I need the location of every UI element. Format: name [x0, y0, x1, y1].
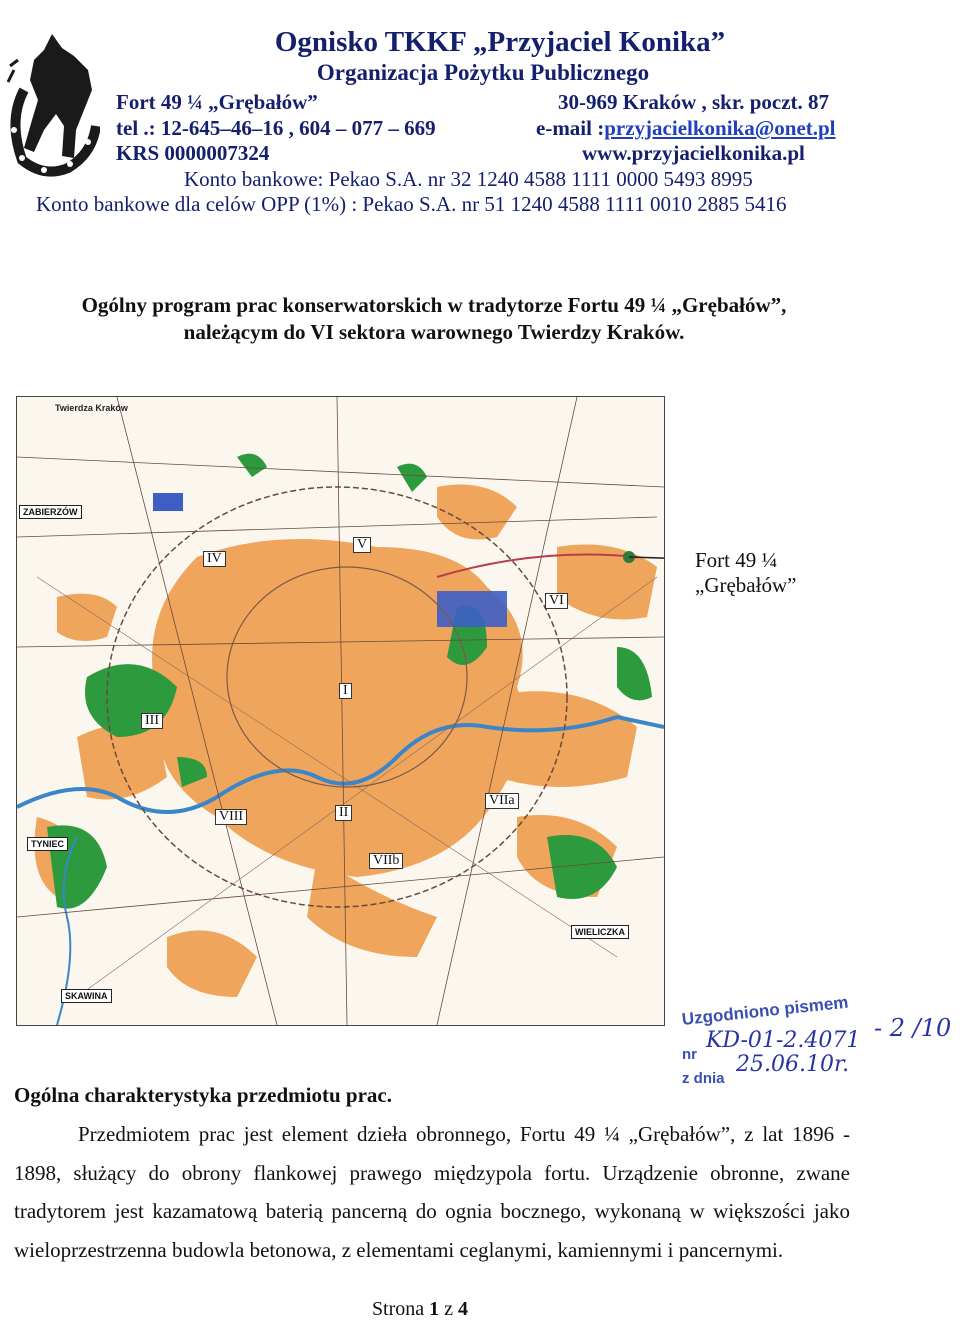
sector-v: V	[353, 537, 371, 553]
sector-vi: VI	[545, 593, 568, 609]
fortress-map	[16, 396, 665, 1026]
address-left: Fort 49 ¼ „Grębałów”	[116, 90, 318, 114]
stamp-number-label: nr	[682, 1046, 697, 1063]
fort-annotation-line-1: Fort 49 ¼	[695, 548, 778, 572]
org-subtitle: Organizacja Pożytku Publicznego	[316, 60, 650, 85]
section-title: Ogólna charakterystyka przedmiotu prac.	[14, 1083, 392, 1107]
address-right: 30-969 Kraków , skr. poczt. 87	[558, 90, 830, 114]
bank-account-2: Konto bankowe dla celów OPP (1%) : Pekao S.A. nr 51 1240 4588 1111 0010 2885 5416	[36, 192, 787, 216]
document-heading	[0, 292, 868, 346]
org-name: Ognisko TKKF „Przyjaciel Konika”	[274, 26, 726, 58]
stamp-date-label: z dnia	[682, 1070, 725, 1087]
place-skawina: SKAWINA	[61, 989, 112, 1003]
sector-ii: II	[335, 805, 352, 821]
footer-prefix: Strona	[371, 1298, 425, 1320]
footer-sep: z	[444, 1298, 454, 1320]
stamp-date-value: 25.06.10r.	[736, 1052, 850, 1077]
place-tyniec: TYNIEC	[27, 837, 68, 851]
phone: tel .: 12-645–46–16 , 604 – 077 – 669	[116, 116, 436, 140]
sector-viii: VIII	[215, 809, 247, 825]
map-title: Twierdza Kraków	[55, 403, 128, 413]
page-footer	[0, 1298, 840, 1321]
footer-total: 4	[458, 1298, 469, 1320]
place-zabierzow: ZABIERZÓW	[19, 505, 82, 519]
fort-annotation	[695, 548, 796, 598]
heading-line-2: należącym do VI sektora warownego Twierdzy Kraków.	[183, 320, 685, 344]
heading-line-1: Ogólny program prac konserwatorskich w tradytorze Fortu 49 ¼ „Grębałów”,	[81, 293, 787, 317]
krs-number: KRS 0000007324	[116, 141, 270, 165]
footer-page: 1	[429, 1298, 440, 1320]
email-line	[536, 116, 836, 141]
stamp-number-suffix: - 2 /10	[874, 1014, 952, 1042]
email-label: e-mail :	[536, 116, 605, 140]
sector-iii: III	[141, 713, 163, 729]
fort-annotation-line-2: „Grębałów”	[695, 573, 797, 597]
place-wieliczka: WIELICZKA	[571, 925, 629, 939]
approval-stamp	[680, 992, 960, 1098]
sector-iv: IV	[203, 551, 226, 567]
sector-i: I	[339, 683, 352, 699]
stamp-number-value: KD-01-2.4071	[706, 1028, 861, 1053]
sector-viib: VIIb	[369, 853, 403, 869]
sector-viia: VIIa	[485, 793, 519, 809]
email-link[interactable]: przyjacielkonika@onet.pl	[604, 116, 836, 140]
stamp-title: Uzgodniono pismem	[680, 992, 850, 1029]
bank-account-1: Konto bankowe: Pekao S.A. nr 32 1240 4588 1111 0000 5493 8995	[184, 167, 753, 191]
website-link[interactable]: www.przyjacielkonika.pl	[582, 141, 805, 165]
section-paragraph: Przedmiotem prac jest element dzieła obronnego, Fortu 49 ¼ „Grębałów”, z lat 1896 - 1898, służący do obrony flankowej prawego międzypola fortu. Urządzenie obronne, zwane tradytorem jest kazamatową baterią pancerną do ognia bocznego, wykonaną w większości jako wieloprzestrzenna budowla betonowa, z elementami ceglanymi, kamiennymi i pancernymi.	[14, 1122, 850, 1262]
